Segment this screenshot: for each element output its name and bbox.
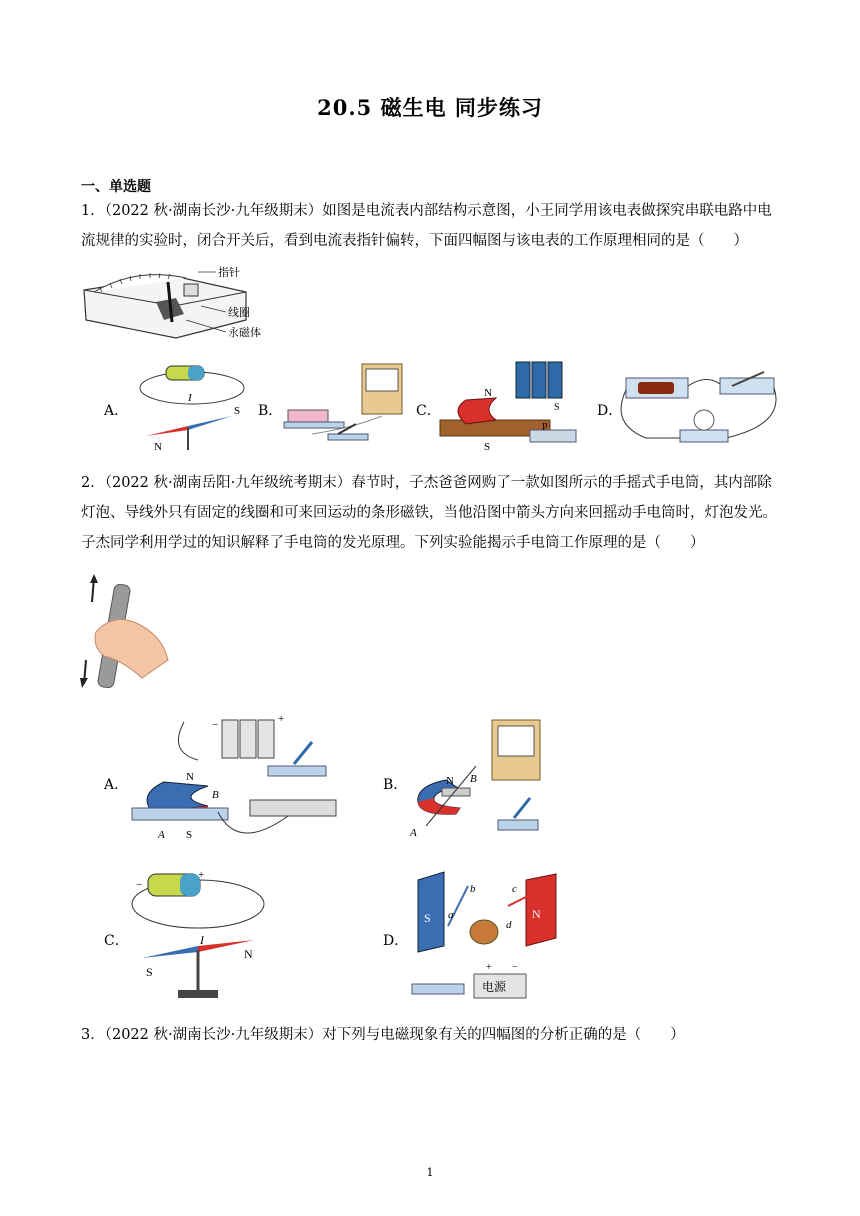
q2-option-b-label: B． xyxy=(383,777,408,793)
svg-text:A: A xyxy=(410,827,417,839)
question-2-text: 2．（2022 秋·湖南岳阳·九年级统考期末）春节时，子杰爸爸网购了一款如图所示的手摇式手电筒，其内部除灯泡、导线外只有固定的线圈和可来回运动的条形磁铁，当他沿图中箭头方向来回摇动手电筒时，灯泡发光。子杰同学利用学过的知识解释了手电筒的发光原理。下列实验能揭示手电筒工作原理的是（ ） xyxy=(81,475,777,551)
svg-text:N: N xyxy=(186,771,194,783)
svg-text:I: I xyxy=(200,933,204,947)
q1-option-a-compass-figure xyxy=(126,358,250,454)
svg-text:a: a xyxy=(448,909,454,921)
svg-text:P: P xyxy=(542,422,548,433)
svg-text:I: I xyxy=(188,392,192,404)
svg-text:−: − xyxy=(512,962,518,973)
svg-text:B: B xyxy=(470,773,477,785)
page-number: 1 xyxy=(426,1166,434,1179)
svg-text:+: + xyxy=(198,869,205,881)
q1-option-c-motor-rail-figure xyxy=(436,352,590,456)
question-3-text: 3．（2022 秋·湖南长沙·九年级期末）对下列与电磁现象有关的四幅图的分析正确的是（ ） xyxy=(81,1027,685,1043)
coil-label: 线圈 xyxy=(228,307,250,319)
svg-text:N: N xyxy=(446,775,454,787)
q1-option-b-galvanometer-figure xyxy=(282,360,412,450)
q2-option-c-compass-figure xyxy=(126,864,276,1006)
svg-text:+: + xyxy=(278,713,285,725)
page-title: 20.5 磁生电 同步练习 xyxy=(317,95,543,120)
section-heading: 一、单选题 xyxy=(81,179,151,195)
q2-option-c-label: C． xyxy=(104,933,129,949)
svg-text:N: N xyxy=(244,947,253,961)
question-1-text: 1．（2022 秋·湖南长沙·九年级期末）如图是电流表内部结构示意图，小王同学用该电表做探究串联电路中电流规律的实验时，闭合开关后，看到电流表指针偏转，下面四幅图与该电表的工作原理相同的是（ ） xyxy=(81,203,772,249)
q2-option-d-figure xyxy=(408,866,564,1002)
svg-text:d: d xyxy=(506,919,512,931)
q1-option-b-label: B． xyxy=(258,403,283,419)
svg-text:S: S xyxy=(234,405,241,417)
q1-option-d-circuit-figure xyxy=(616,364,786,450)
svg-text:S: S xyxy=(186,829,193,841)
q2-option-a-label: A． xyxy=(104,777,129,793)
svg-text:−: − xyxy=(212,719,219,731)
pointer-label: 指针 xyxy=(218,267,240,279)
q1-option-d-label: D． xyxy=(597,403,623,419)
hand-crank-flashlight-figure xyxy=(82,574,172,690)
svg-text:S: S xyxy=(554,402,560,413)
power-label: 电源 xyxy=(482,980,507,994)
q2-option-d-label: D． xyxy=(383,933,409,949)
q2-option-a-figure xyxy=(128,712,348,848)
svg-text:+: + xyxy=(486,962,492,973)
q1-option-c-label: C． xyxy=(416,403,441,419)
q1-option-a-label: A． xyxy=(104,403,129,419)
svg-text:S: S xyxy=(424,911,431,925)
ammeter-structure-figure xyxy=(76,262,261,346)
svg-text:N: N xyxy=(154,441,162,453)
svg-text:S: S xyxy=(484,441,491,453)
svg-text:B: B xyxy=(212,789,219,801)
svg-text:b: b xyxy=(470,883,476,895)
svg-text:A: A xyxy=(158,829,165,841)
q2-option-b-figure xyxy=(406,716,556,838)
svg-text:N: N xyxy=(484,387,492,399)
svg-text:−: − xyxy=(136,879,143,891)
svg-text:c: c xyxy=(512,883,517,895)
magnet-label: 永磁体 xyxy=(228,327,261,339)
svg-text:N: N xyxy=(532,907,541,921)
svg-text:S: S xyxy=(146,965,153,979)
